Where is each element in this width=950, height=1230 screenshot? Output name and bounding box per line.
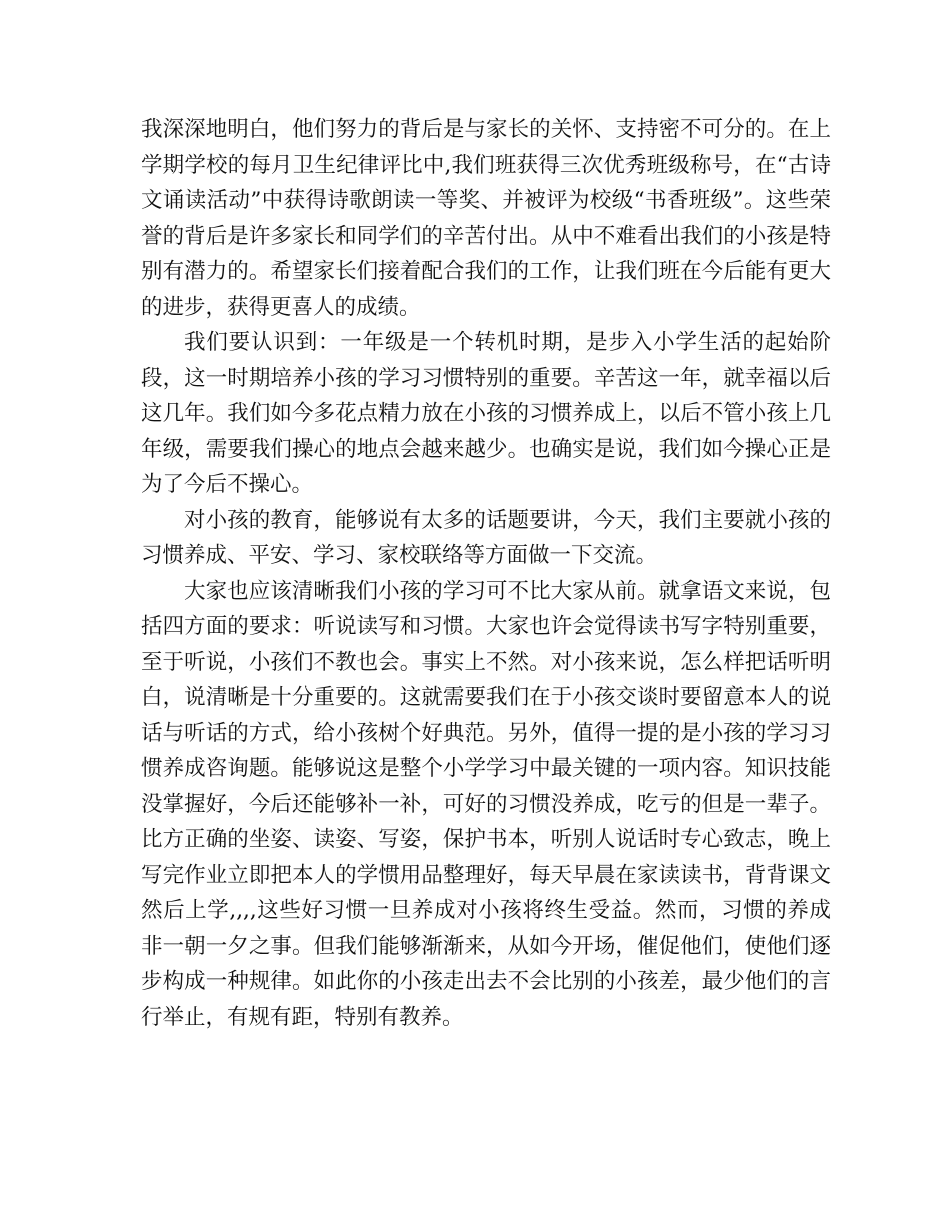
paragraph-4: 大家也应该清晰我们小孩的学习可不比大家从前。就拿语文来说，包括四方面的要求：听说读写和习惯。大家也许会觉得读书写字特别重要，至于听说，小孩们不教也会。事实上不然。对小孩来说，怎么样把话听明白，说清晰是十分重要的。这就需要我们在于小孩交谈时要留意本人的说话与听话的方式，给小孩树个好典范。另外，值得一提的是小孩的学习习惯养成咨询题。能够说这是整个小学学习中最关键的一项内容。知识技能没掌握好，今后还能够补一补，可好的习惯没养成，吃亏的但是一辈子。比方正确的坐姿、读姿、写姿，保护书本，听别人说话时专心致志，晚上写完作业立即把本人的学惯用品整理好，每天早晨在家读读书，背背课文然后上学,,,,这些好习惯一旦养成对小孩将终生受益。然而，习惯的养成非一朝一夕之事。但我们能够渐渐来，从如今开场，催促他们，使他们逐步构成一种规律。如此你的小孩走出去不会比别的小孩差，最少他们的言行举止，有规有距，特别有教养。 bbox=[141, 578, 831, 1030]
paragraph-1: 我深深地明白，他们努力的背后是与家长的关怀、支持密不可分的。在上学期学校的每月卫生纪律评比中,我们班获得三次优秀班级称号，在“古诗文诵读活动”中获得诗歌朗读一等奖、并被评为校级“书香班级”。这些荣誉的背后是许多家长和同学们的辛苦付出。从中不难看出我们的小孩是特别有潜力的。希望家长们接着配合我们的工作，让我们班在今后能有更大的进步，获得更喜人的成绩。 bbox=[141, 117, 831, 320]
document-body bbox=[141, 112, 831, 1035]
paragraph-2: 我们要认识到：一年级是一个转机时期，是步入小学生活的起始阶段，这一时期培养小孩的学习习惯特别的重要。辛苦这一年，就幸福以后这几年。我们如今多花点精力放在小孩的习惯养成上，以后不管小孩上几年级，需要我们操心的地点会越来越少。也确实是说，我们如今操心正是为了今后不操心。 bbox=[141, 330, 831, 497]
paragraph-3: 对小孩的教育，能够说有太多的话题要讲，今天，我们主要就小孩的习惯养成、平安、学习、家校联络等方面做一下交流。 bbox=[141, 507, 831, 568]
